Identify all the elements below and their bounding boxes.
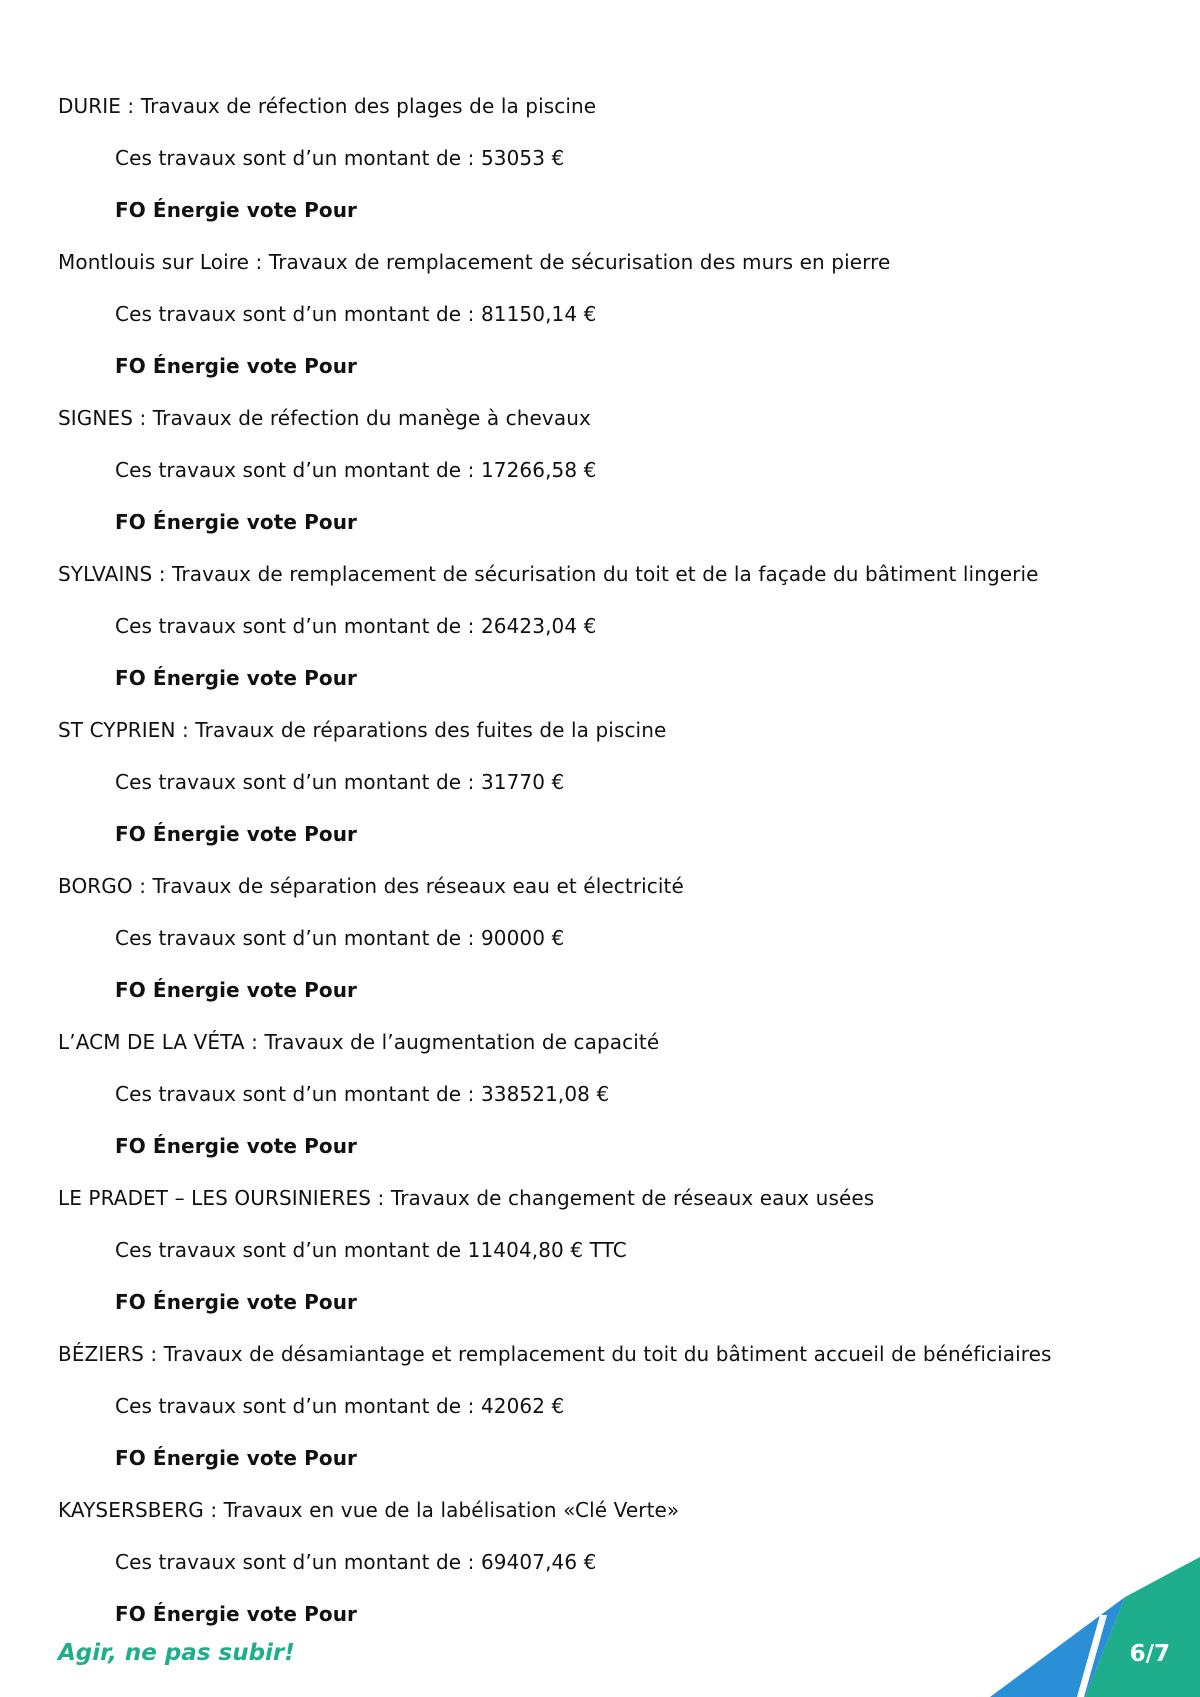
work-title: BORGO : Travaux de séparation des réseaux eau et électricité (58, 874, 684, 898)
work-amount: Ces travaux sont d’un montant de : 17266,58 € (115, 458, 597, 482)
document-body (58, 80, 1158, 1640)
work-title: Montlouis sur Loire : Travaux de remplacement de sécurisation des murs en pierre (58, 250, 891, 274)
work-item (58, 1016, 1158, 1172)
work-title: DURIE : Travaux de réfection des plages de la piscine (58, 94, 597, 118)
work-item (58, 236, 1158, 392)
vote-statement: FO Énergie vote Pour (115, 666, 358, 690)
vote-statement: FO Énergie vote Pour (115, 1602, 358, 1626)
work-item (58, 392, 1158, 548)
work-amount: Ces travaux sont d’un montant de : 26423,04 € (115, 614, 597, 638)
work-item (58, 704, 1158, 860)
vote-statement: FO Énergie vote Pour (115, 354, 358, 378)
footer-slogan: Agir, ne pas subir! (58, 1640, 295, 1666)
vote-statement: FO Énergie vote Pour (115, 198, 358, 222)
work-amount: Ces travaux sont d’un montant de 11404,80 € TTC (115, 1238, 627, 1262)
work-amount: Ces travaux sont d’un montant de : 81150,14 € (115, 302, 597, 326)
work-item (58, 1172, 1158, 1328)
work-title: BÉZIERS : Travaux de désamiantage et remplacement du toit du bâtiment accueil de bénéficiaires (58, 1342, 1052, 1366)
work-amount: Ces travaux sont d’un montant de : 53053 € (115, 146, 565, 170)
vote-statement: FO Énergie vote Pour (115, 1134, 358, 1158)
work-amount: Ces travaux sont d’un montant de : 338521,08 € (115, 1082, 610, 1106)
work-title: KAYSERSBERG : Travaux en vue de la labélisation «Clé Verte» (58, 1498, 680, 1522)
vote-statement: FO Énergie vote Pour (115, 822, 358, 846)
work-item (58, 1328, 1158, 1484)
vote-statement: FO Énergie vote Pour (115, 510, 358, 534)
vote-statement: FO Énergie vote Pour (115, 1290, 358, 1314)
work-title: L’ACM DE LA VÉTA : Travaux de l’augmentation de capacité (58, 1030, 660, 1054)
vote-statement: FO Énergie vote Pour (115, 1446, 358, 1470)
work-amount: Ces travaux sont d’un montant de : 42062 € (115, 1394, 565, 1418)
work-amount: Ces travaux sont d’un montant de : 31770 € (115, 770, 565, 794)
work-title: ST CYPRIEN : Travaux de réparations des fuites de la piscine (58, 718, 667, 742)
work-title: SIGNES : Travaux de réfection du manège à chevaux (58, 406, 591, 430)
work-amount: Ces travaux sont d’un montant de : 69407,46 € (115, 1550, 597, 1574)
vote-statement: FO Énergie vote Pour (115, 978, 358, 1002)
page-number: 6/7 (1129, 1641, 1170, 1667)
work-item (58, 860, 1158, 1016)
work-amount: Ces travaux sont d’un montant de : 90000 € (115, 926, 565, 950)
work-title: LE PRADET – LES OURSINIERES : Travaux de changement de réseaux eaux usées (58, 1186, 875, 1210)
work-item (58, 548, 1158, 704)
work-title: SYLVAINS : Travaux de remplacement de sécurisation du toit et de la façade du bâtiment lingerie (58, 562, 1039, 586)
work-item (58, 80, 1158, 236)
corner-decoration (990, 1557, 1200, 1697)
